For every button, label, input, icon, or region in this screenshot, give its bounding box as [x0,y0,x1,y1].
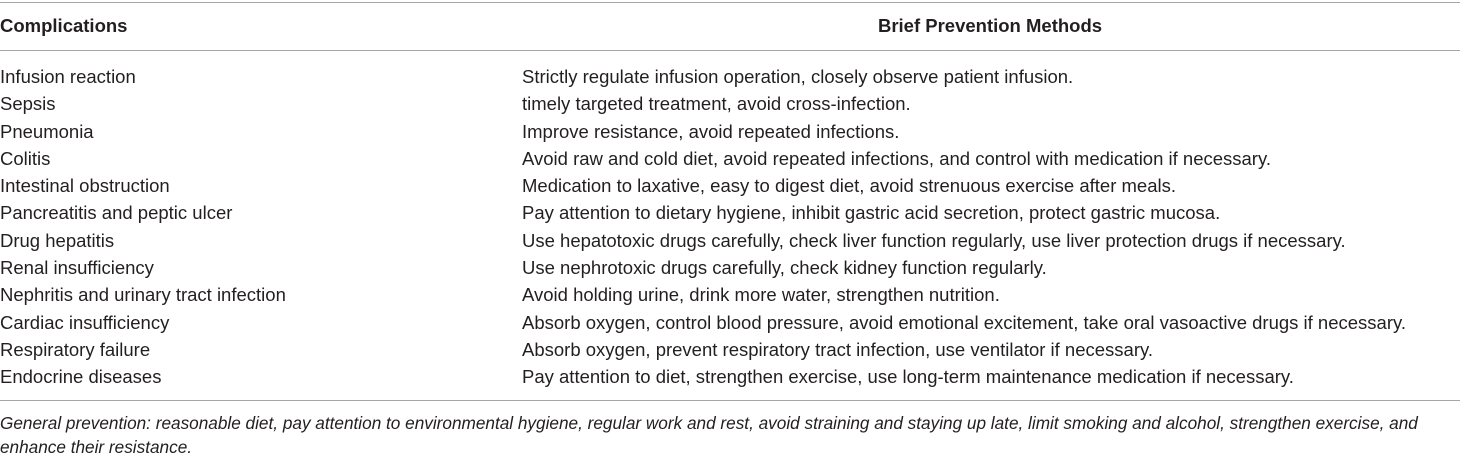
table-footnote: General prevention: reasonable diet, pay attention to environmental hygiene, regular work and rest, avoid straining and staying up late, limit smoking and alcohol, strengthen exercise, and enhance their resistance. [0,413,1418,457]
prevention-cell: Improve resistance, avoid repeated infections. [522,120,900,142]
prevention-cell: Use nephrotoxic drugs carefully, check kidney function regularly. [522,257,1047,279]
table-row [0,90,1460,117]
table-top-rule [0,2,1460,3]
complication-cell: Intestinal obstruction [0,175,170,197]
table-row [0,118,1460,145]
complication-cell: Nephritis and urinary tract infection [0,284,286,306]
header-rule [0,50,1460,51]
complication-cell: Renal insufficiency [0,257,154,279]
prevention-cell: timely targeted treatment, avoid cross-infection. [522,93,911,115]
complication-cell: Drug hepatitis [0,229,115,251]
header-prevention-methods: Brief Prevention Methods [877,15,1103,36]
header-complications: Complications [0,15,128,36]
prevention-cell: Medication to laxative, easy to digest diet, avoid strenuous exercise after meals. [522,175,1177,197]
prevention-cell: Pay attention to diet, strengthen exercise, use long-term maintenance medication if necessary. [522,366,1294,388]
table-body [0,63,1460,391]
complication-cell: Cardiac insufficiency [0,311,170,333]
complication-cell: Colitis [0,147,51,169]
complication-cell: Pancreatitis and peptic ulcer [0,202,233,224]
complication-cell: Endocrine diseases [0,366,162,388]
table-row [0,336,1460,363]
table-row [0,63,1460,90]
complication-cell: Infusion reaction [0,66,136,87]
prevention-cell: Strictly regulate infusion operation, closely observe patient infusion. [522,66,1074,87]
prevention-cell: Use hepatotoxic drugs carefully, check liver function regularly, use liver protection drugs if necessary. [522,229,1346,251]
complication-cell: Respiratory failure [0,338,151,360]
prevention-cell: Pay attention to dietary hygiene, inhibit gastric acid secretion, protect gastric mucosa. [522,202,1221,224]
table-row [0,145,1460,172]
complication-cell: Sepsis [0,93,56,115]
table-row [0,172,1460,199]
table-row [0,199,1460,226]
complication-cell: Pneumonia [0,120,94,142]
prevention-cell: Absorb oxygen, control blood pressure, avoid emotional excitement, take oral vasoactive drugs if necessary. [522,311,1407,333]
table-bottom-rule [0,400,1460,401]
table-row [0,227,1460,254]
prevention-cell: Absorb oxygen, prevent respiratory tract infection, use ventilator if necessary. [522,338,1154,360]
table-row [0,254,1460,281]
table-row [0,309,1460,336]
table-row [0,281,1460,308]
prevention-cell: Avoid raw and cold diet, avoid repeated infections, and control with medication if necessary. [522,147,1271,169]
table-row [0,363,1460,390]
prevention-cell: Avoid holding urine, drink more water, strengthen nutrition. [522,284,1000,306]
